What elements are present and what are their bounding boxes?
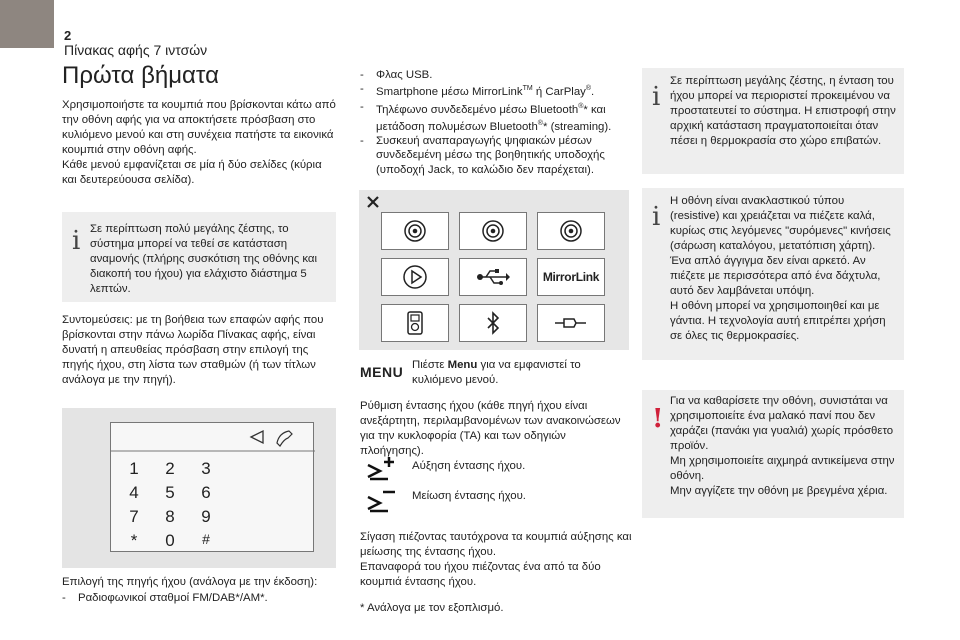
key-2[interactable]: 2	[165, 459, 175, 478]
close-icon[interactable]	[367, 196, 379, 208]
list-item: - Συσκευή αναπαραγωγής ψηφιακών μέσων συνδεδεμένη μέσω της βοηθητικής υποδοχής (υποδοχή Jack, το καλώδιο δεν παρέχεται).	[360, 134, 630, 177]
page-header: Πίνακας αφής 7 ιντσών	[64, 42, 208, 58]
footnote: * Ανάλογα με τον εξοπλισμό.	[360, 602, 504, 614]
backspace-icon[interactable]	[251, 431, 263, 443]
sources-list-2	[360, 68, 630, 177]
key-6[interactable]: 6	[201, 483, 211, 502]
key-7[interactable]: 7	[129, 507, 139, 526]
list-item: - Φλας USB.	[360, 68, 630, 82]
key-5[interactable]: 5	[165, 483, 175, 502]
info-icon: i	[652, 202, 661, 232]
keypad-panel	[110, 422, 314, 552]
key-3[interactable]: 3	[201, 459, 211, 478]
intro-paragraph: Χρησιμοποιήστε τα κουμπιά που βρίσκονται κάτω από την οθόνη αφής για να αποκτήσετε πρόσβαση στο κυλιόμενο μενού και στη συνέχεια πατήστε τα εικονικά κουμπιά στην οθόνη αφής. Κάθε μενού εμφανίζεται σε μία ή δύο σελίδες (κύρια και δευτερεύουσα σελίδα).	[62, 99, 336, 186]
keypad-illustration	[62, 408, 336, 568]
volume-up-text: Αύξηση έντασης ήχου.	[412, 460, 526, 472]
radio-dab-icon[interactable]	[459, 212, 527, 250]
key-4[interactable]: 4	[129, 483, 139, 502]
key-0[interactable]: 0	[165, 531, 175, 550]
page-number: 2	[64, 28, 72, 43]
list-item: - Smartphone μέσω MirrorLink™ ή CarPlay®.	[360, 82, 630, 99]
source-screen-illustration	[359, 190, 629, 350]
volume-intro: Ρύθμιση έντασης ήχου (κάθε πηγή ήχου είναι ανεξάρτητη, περιλαμβανομένων των ανακοινώσεων για την κυκλοφορία (TA) και των οδηγιών πλοήγησης).	[360, 400, 621, 457]
play-icon[interactable]	[381, 258, 449, 296]
bluetooth-icon[interactable]	[459, 304, 527, 342]
usb-icon[interactable]	[459, 258, 527, 296]
key-star[interactable]: *	[130, 531, 138, 550]
key-9[interactable]: 9	[201, 507, 211, 526]
volume-heat-note: i Σε περίπτωση μεγάλης ζέστης, η ένταση του ήχου μπορεί να περιοριστεί προκειμένου να προστατευτεί το σύστημα. Η επιστροφή στην αρχική κατάσταση πραγματοποιείται όταν πέσει η θερμοκρασία στο χώρο επιβατών.	[642, 68, 904, 174]
corner-tab	[0, 0, 54, 48]
volume-down-icon[interactable]	[366, 488, 396, 514]
info-icon: i	[72, 226, 81, 256]
volume-down-text: Μείωση έντασης ήχου.	[412, 490, 526, 502]
cleaning-warning-note: ! Για να καθαρίσετε την οθόνη, συνιστάται να χρησιμοποιείτε ένα μαλακό πανί που δεν χαράζει (πανάκι για γυαλιά) χωρίς πρόσθετο προϊόν. Μη χρησιμοποιείτε αιχμηρά αντικείμενα στην οθόνη. Μην αγγίζετε την οθόνη με βρεγμένα χέρια.	[642, 390, 904, 518]
jack-icon[interactable]	[537, 304, 605, 342]
radio-am-icon[interactable]	[537, 212, 605, 250]
heat-note: i Σε περίπτωση πολύ μεγάλης ζέστης, το σύστημα μπορεί να τεθεί σε κατάσταση αναμονής (πλήρης συσκότιση της οθόνης και διακοπή του ήχου) για ελάχιστο διάστημα 5 λεπτών.	[62, 212, 336, 302]
warning-icon: !	[652, 404, 664, 434]
menu-button-label[interactable]: MENU	[360, 364, 404, 380]
list-item: - Τηλέφωνο συνδεδεμένο μέσω Bluetooth®* και μετάδοση πολυμέσων Bluetooth®* (streaming).	[360, 100, 630, 134]
key-8[interactable]: 8	[165, 507, 175, 526]
key-hash[interactable]: #	[202, 531, 210, 547]
media-player-icon[interactable]	[381, 304, 449, 342]
mute-paragraph: Σίγαση πιέζοντας ταυτόχρονα τα κουμπιά αύξησης και μείωσης της έντασης ήχου. Επαναφορά του ήχου πιέζοντας ένα από τα δύο κουμπιά έντασης ήχου.	[360, 531, 632, 588]
handset-icon[interactable]	[277, 431, 292, 446]
list-item: - Ραδιοφωνικοί σταθμοί FM/DAB*/AM*.	[62, 591, 342, 605]
volume-up-icon[interactable]	[366, 456, 396, 482]
info-icon: i	[652, 82, 661, 112]
sources-list-1	[62, 591, 342, 605]
resistive-screen-note: i Η οθόνη είναι ανακλαστικού τύπου (resistive) και χρειάζεται να πιέζετε καλά, κυρίως στις λεγόμενες "συρόμενες" κινήσεις (σάρωση καταλόγου, μετατόπιση χάρτη). Ένα απλό άγγιγμα δεν είναι αρκετό. Αν πιέζετε με περισσότερα από ένα δάχτυλα, αυτό δεν λαμβάνεται υπόψη. Η οθόνη μπορεί να χρησιμοποιηθεί και με γάντια. Η τεχνολογία αυτή επιτρέπει χρήση σε όλες τις θερμοκρασίες.	[642, 188, 904, 360]
source-select-text: Επιλογή της πηγής ήχου (ανάλογα με την έκδοση):	[62, 576, 318, 588]
section-title: Πρώτα βήματα	[62, 62, 219, 89]
shortcuts-paragraph: Συντομεύσεις: με τη βοήθεια των επαφών αφής που βρίσκονται στην πάνω λωρίδα Πίνακας αφής, είναι δυνατή η απευθείας πρόσβαση στην επιλογή της πηγής ήχου, στη λίστα των σταθμών (ή των τίτλων ανάλογα με την πηγή).	[62, 314, 324, 386]
key-1[interactable]: 1	[129, 459, 139, 478]
menu-text: Πιέστε Menu για να εμφανιστεί το κυλιόμενο μενού.	[412, 359, 581, 386]
radio-fm-icon[interactable]	[381, 212, 449, 250]
mirrorlink-logo[interactable]: MirrorLink	[537, 258, 605, 296]
